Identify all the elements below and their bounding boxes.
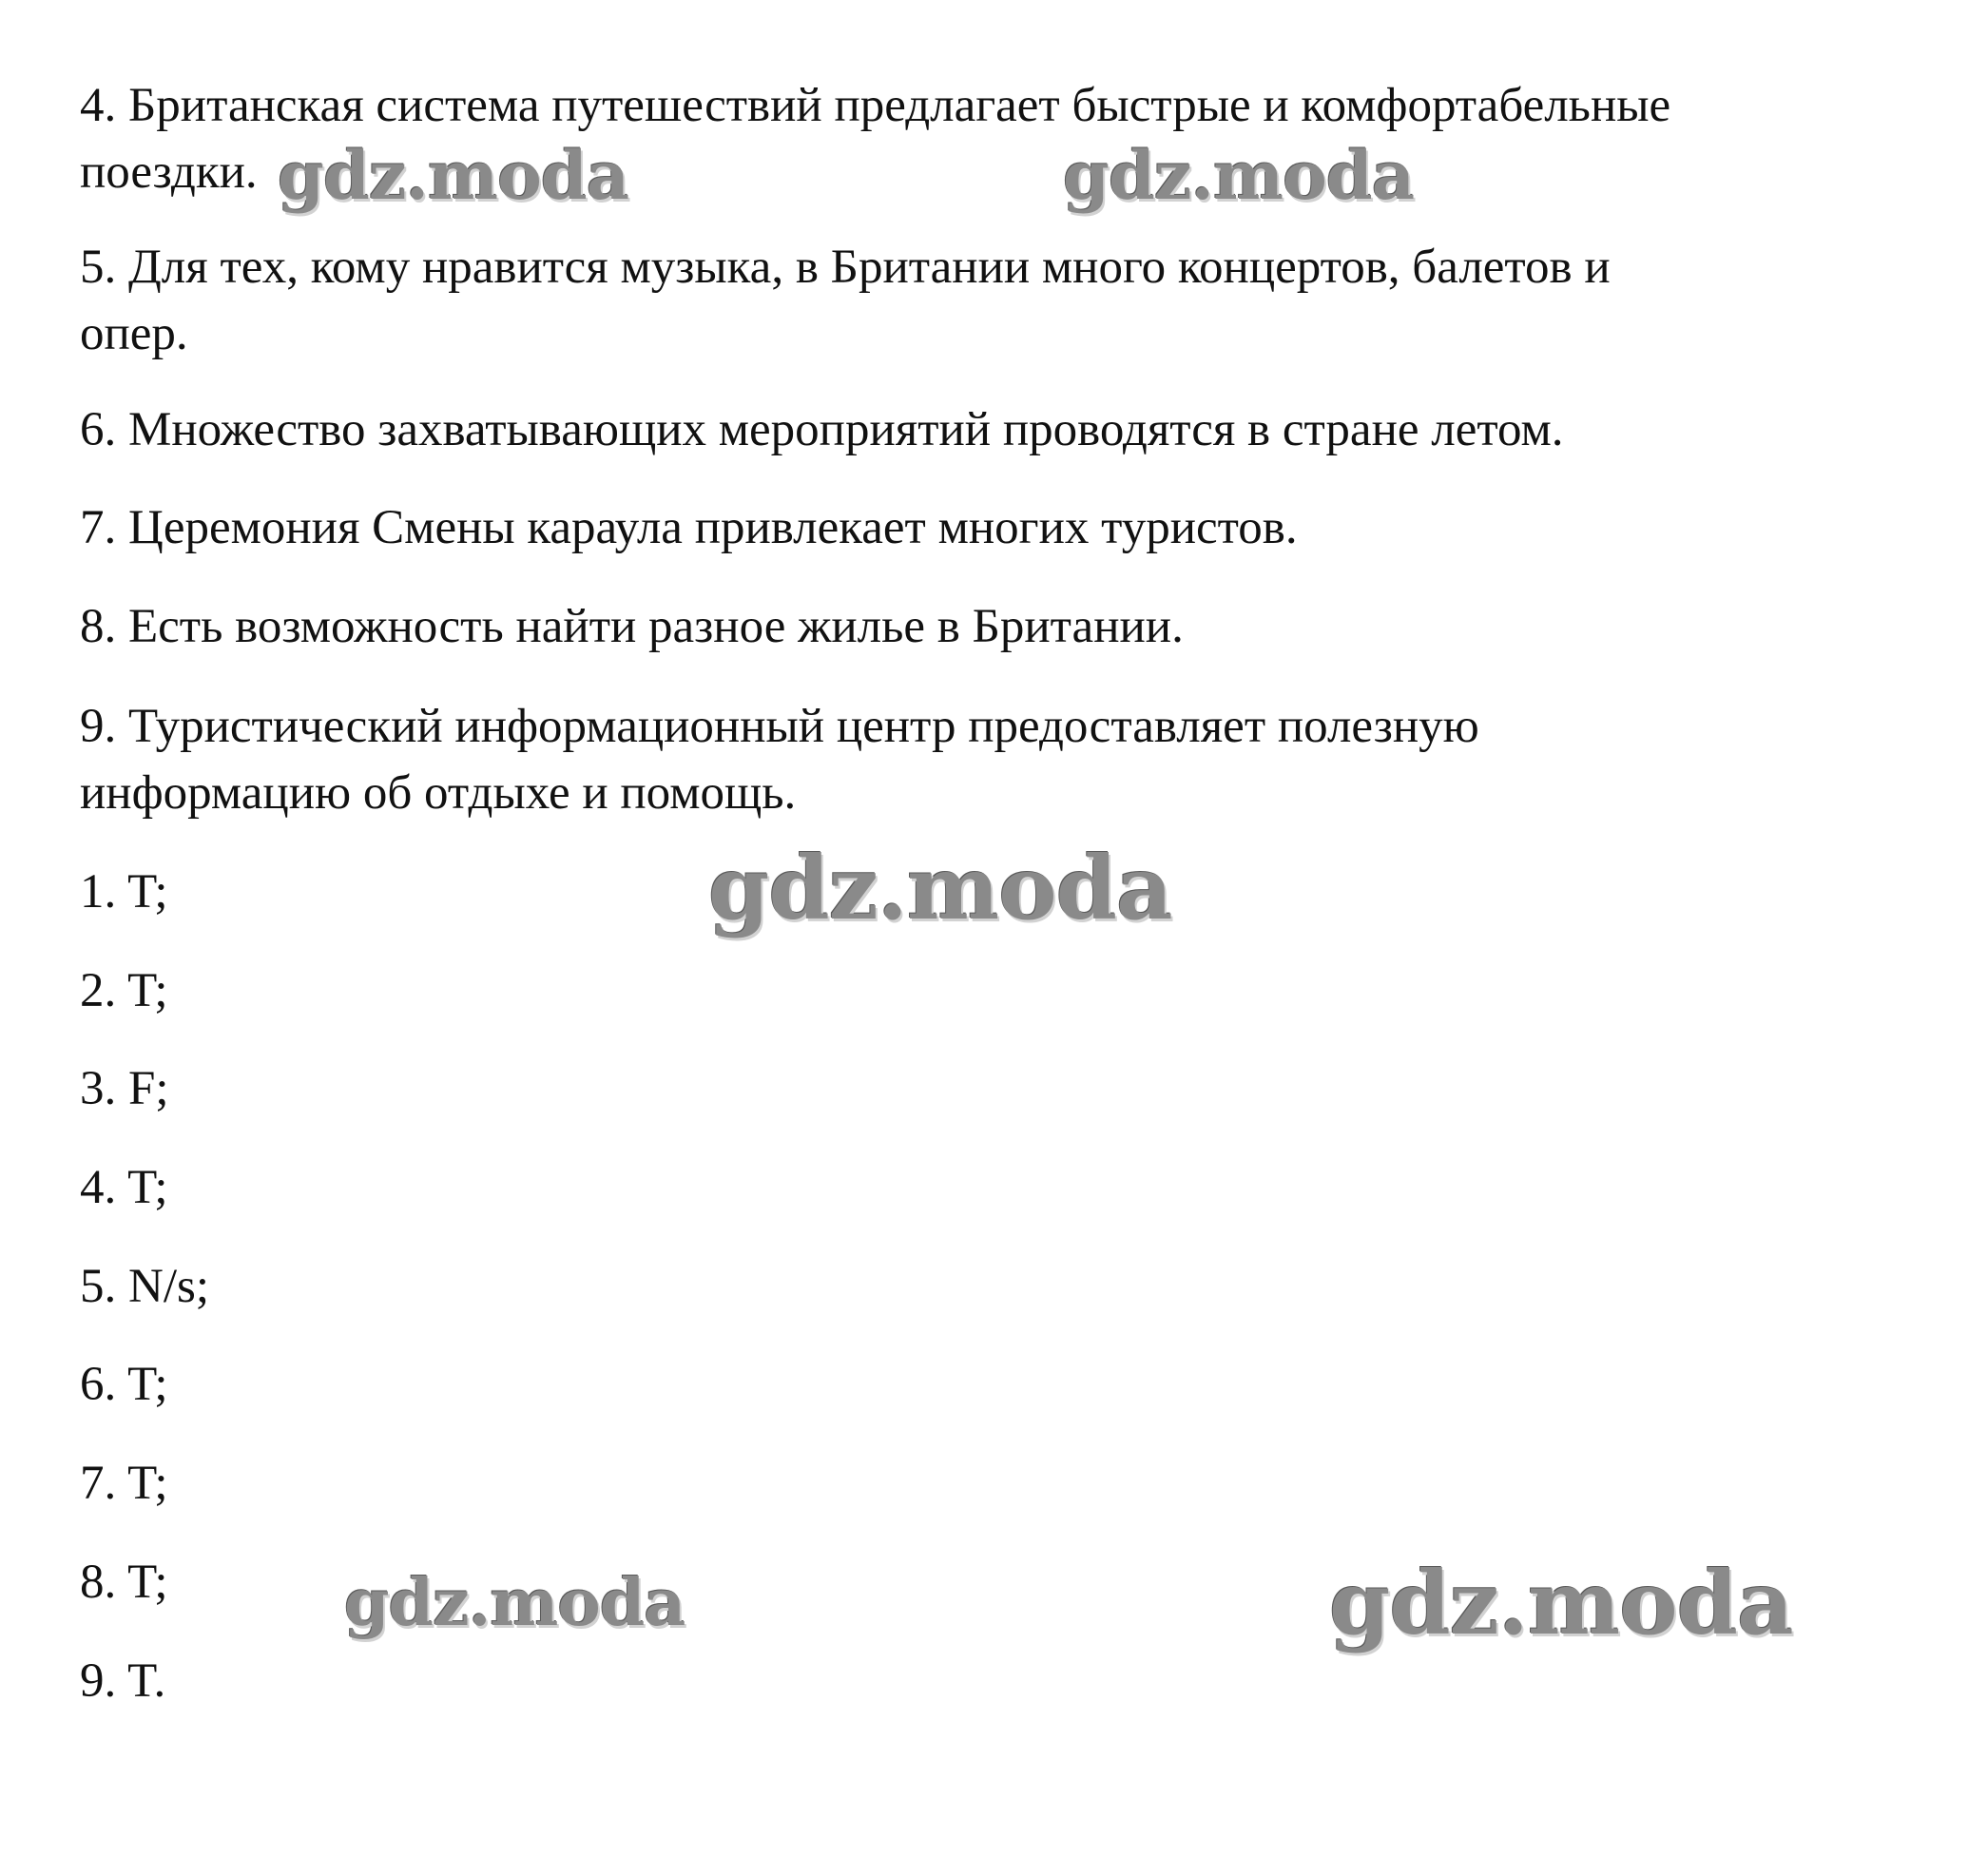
translation-9-line-1: 9. Туристический информационный центр предоставляет полезную	[80, 700, 1479, 753]
translation-4-line-2: поездки.	[80, 145, 258, 199]
answer-item-6: 6. T;	[80, 1358, 168, 1411]
watermark: gdz.moda	[344, 1565, 685, 1641]
watermark: gdz.moda	[1063, 136, 1415, 215]
translation-6: 6. Множество захватывающих мероприятий проводятся в стране летом.	[80, 403, 1564, 456]
answer-item-2: 2. T;	[80, 964, 168, 1017]
answer-item-9: 9. T.	[80, 1654, 166, 1708]
answer-item-7: 7. T;	[80, 1457, 168, 1510]
answer-item-4: 4. T;	[80, 1161, 168, 1214]
answer-item-1: 1. T;	[80, 865, 168, 919]
answer-item-5: 5. N/s;	[80, 1260, 210, 1313]
translation-8: 8. Есть возможность найти разное жилье в Британии.	[80, 600, 1184, 653]
translation-9-line-2: информацию об отдыхе и помощь.	[80, 766, 797, 820]
translation-5-line-1: 5. Для тех, кому нравится музыка, в Британии много концертов, балетов и	[80, 241, 1611, 294]
watermark: gdz.moda	[278, 136, 629, 215]
answer-item-3: 3. F;	[80, 1062, 169, 1115]
watermark: gdz.moda	[1329, 1552, 1793, 1654]
translation-7: 7. Церемония Смены караула привлекает многих туристов.	[80, 501, 1298, 554]
translation-4-line-1: 4. Британская система путешествий предлагает быстрые и комфортабельные	[80, 79, 1671, 132]
translation-5-line-2: опер.	[80, 307, 188, 360]
answer-item-8: 8. T;	[80, 1556, 168, 1609]
watermark: gdz.moda	[708, 837, 1172, 939]
